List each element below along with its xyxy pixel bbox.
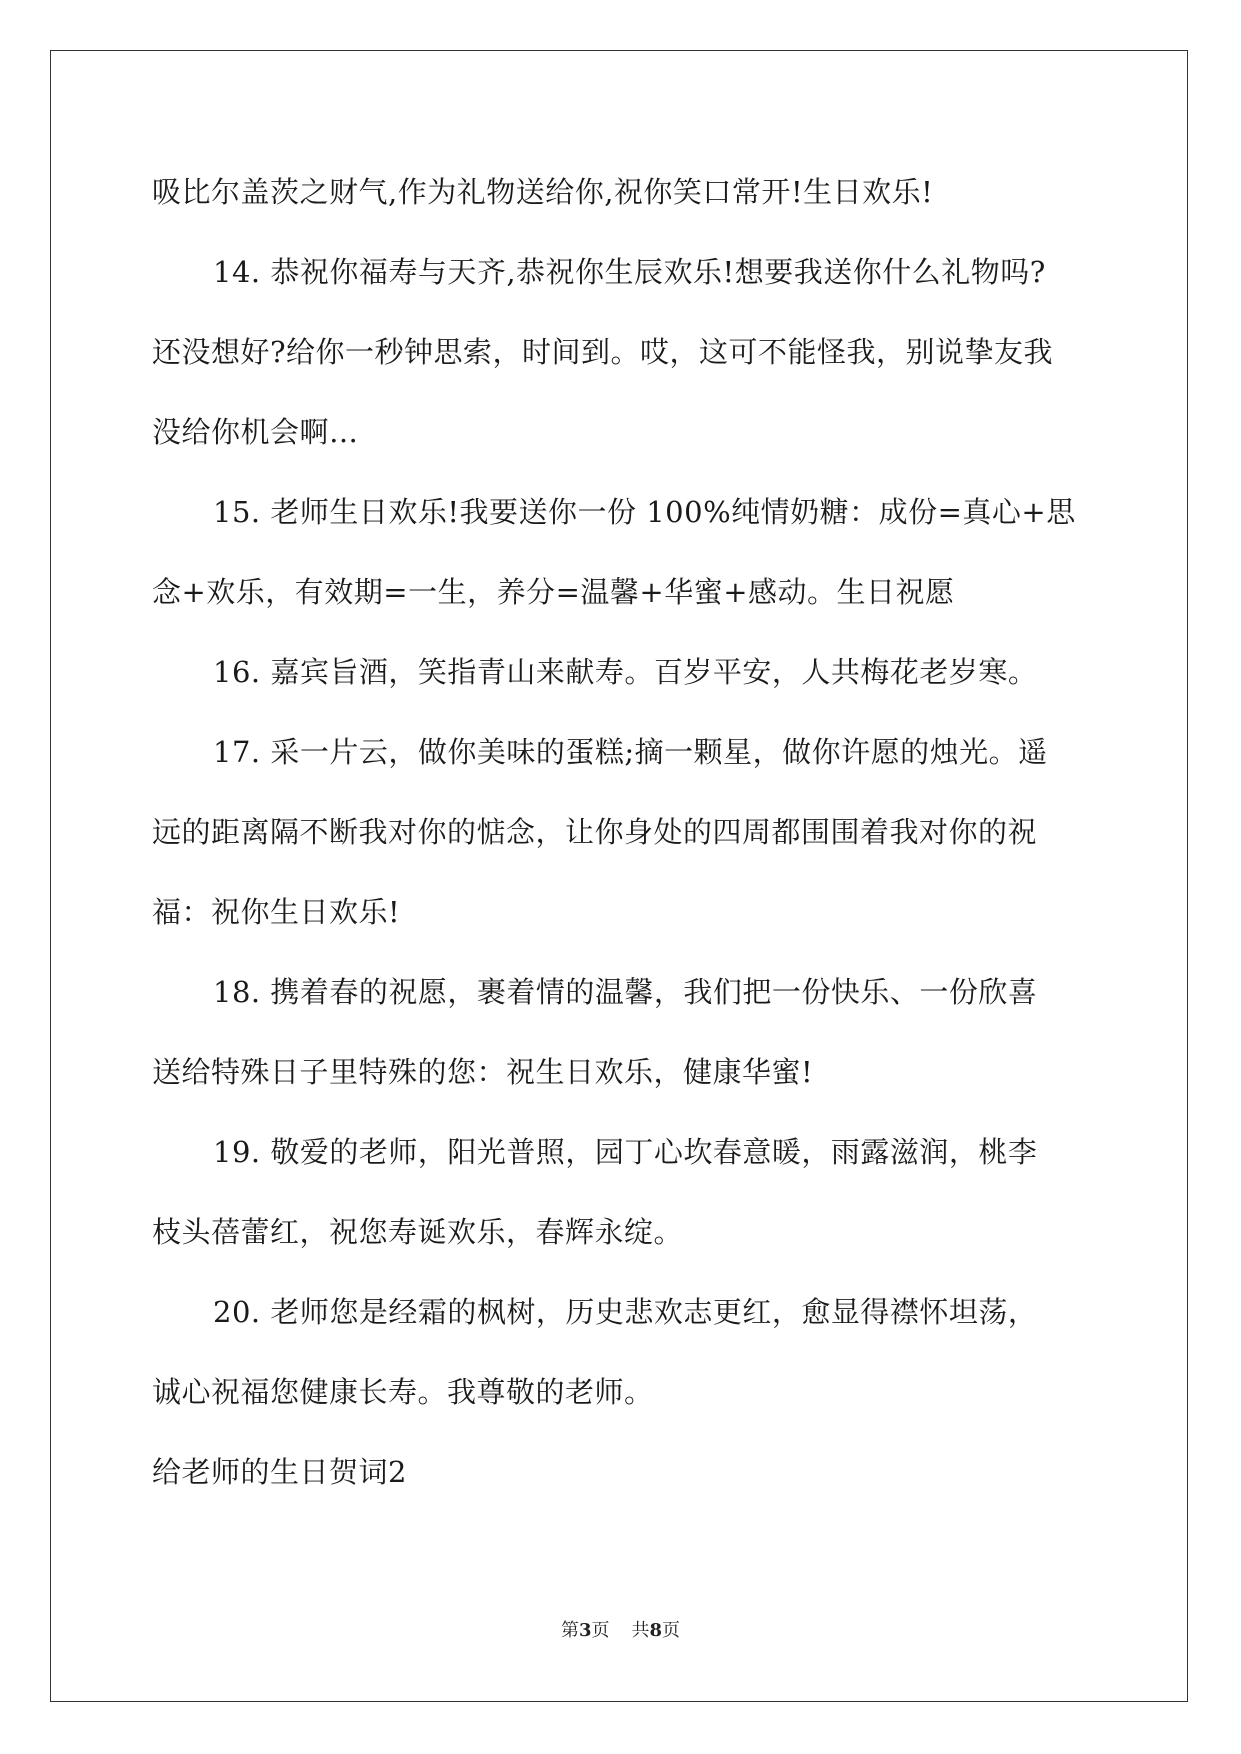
text-line: 还没想好?给你一秒钟思索，时间到。哎，这可不能怪我，别说挚友我 <box>152 335 1054 369</box>
text-line: 没给你机会啊… <box>152 415 359 449</box>
total-suffix: 页 <box>662 1620 681 1641</box>
text-line: 16. 嘉宾旨酒，笑指青山来献寿。百岁平安，人共梅花老岁寒。 <box>213 655 1038 689</box>
page-suffix: 页 <box>591 1620 610 1641</box>
text-line: 送给特殊日子里特殊的您：祝生日欢乐，健康华蜜! <box>152 1055 814 1089</box>
text-line: 远的距离隔不断我对你的惦念，让你身处的四周都围围着我对你的祝 <box>152 815 1038 849</box>
text-line: 18. 携着春的祝愿，裹着情的温馨，我们把一份快乐、一份欣喜 <box>213 975 1038 1009</box>
text-line: 福：祝你生日欢乐! <box>152 895 401 929</box>
text-line: 20. 老师您是经霜的枫树，历史悲欢志更红，愈显得襟怀坦荡， <box>213 1295 1038 1329</box>
page-current: 3 <box>578 1620 592 1641</box>
total-prefix: 共 <box>631 1620 650 1641</box>
text-line: 吸比尔盖茨之财气,作为礼物送给你,祝你笑口常开!生日欢乐! <box>152 175 934 209</box>
text-line: 14. 恭祝你福寿与天齐,恭祝你生辰欢乐!想要我送你什么礼物吗? <box>213 255 1046 289</box>
text-line: 17. 采一片云，做你美味的蛋糕;摘一颗星，做你许愿的烛光。遥 <box>213 735 1048 769</box>
text-line: 诚心祝福您健康长寿。我尊敬的老师。 <box>152 1375 654 1409</box>
page-prefix: 第 <box>560 1620 579 1641</box>
text-line: 枝头蓓蕾红，祝您寿诞欢乐，春辉永绽。 <box>152 1215 684 1249</box>
text-line: 念+欢乐，有效期=一生，养分=温馨+华蜜+感动。生日祝愿 <box>152 575 955 609</box>
text-line: 15. 老师生日欢乐!我要送你一份 100%纯情奶糖：成份=真心+思 <box>213 495 1076 529</box>
page-footer <box>0 1619 1241 1643</box>
text-line: 19. 敬爱的老师，阳光普照，园丁心坎春意暖，雨露滋润，桃李 <box>213 1135 1038 1169</box>
section-heading: 给老师的生日贺词2 <box>152 1455 407 1489</box>
page-total: 8 <box>649 1620 663 1641</box>
